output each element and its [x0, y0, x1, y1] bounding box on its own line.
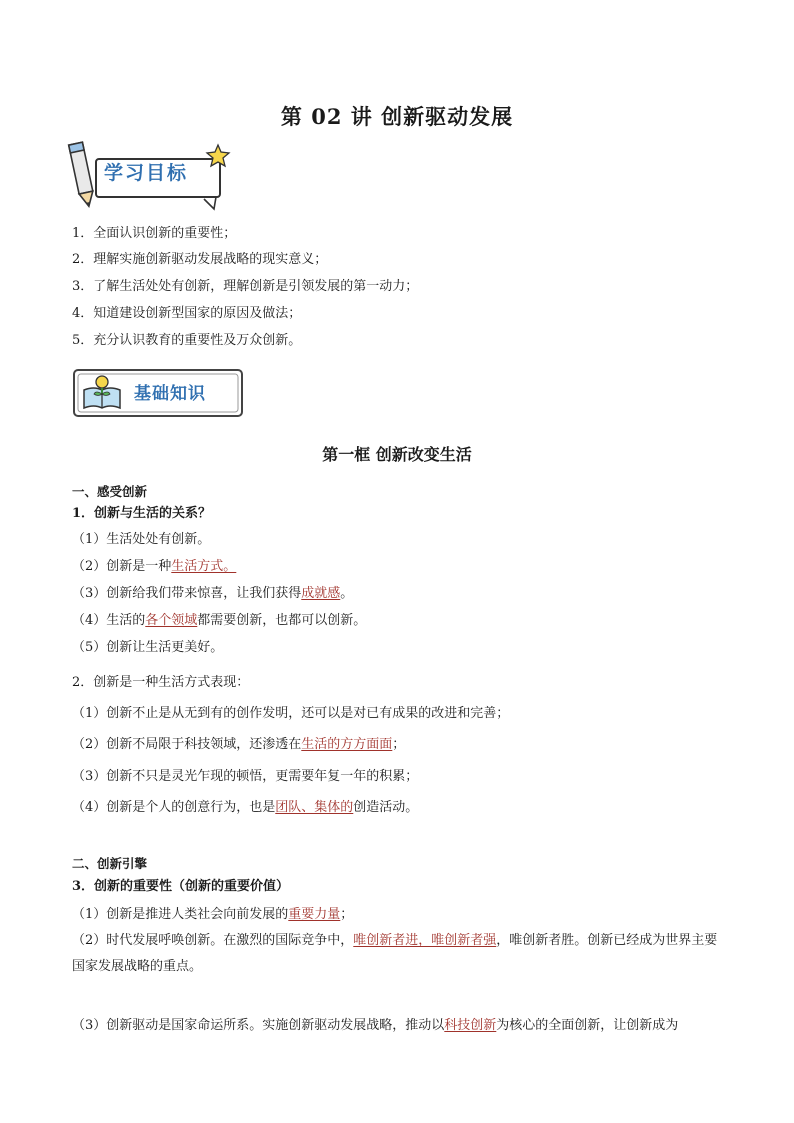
page-title: 第 02 讲 创新驱动发展: [280, 104, 514, 129]
question-heading: 3．创新的重要性（创新的重要价值）: [72, 879, 290, 894]
text-line: （2）创新不局限于科技领域，还渗透在生活的方方面面；: [72, 737, 406, 752]
highlight: 唯创新者进，唯创新者强: [353, 933, 497, 948]
highlight: 成就感: [301, 586, 341, 601]
part-heading: 一、感受创新: [72, 484, 148, 499]
text-line: （1）创新是推进人类社会向前发展的重要力量；: [72, 907, 354, 922]
learning-goals-label: 学习目标: [104, 162, 189, 184]
objective-item: 1．全面认识创新的重要性；: [72, 226, 237, 241]
objective-item: 4．知道建设创新型国家的原因及做法；: [72, 306, 302, 321]
section-title: 第一框 创新改变生活: [322, 445, 472, 464]
highlight: 科技创新: [444, 1018, 497, 1033]
text-line: （4）创新是个人的创意行为，也是团队、集体的创造活动。: [72, 800, 419, 815]
text-line: （1）生活处处有创新。: [72, 532, 211, 547]
question-heading: 1．创新与生活的关系？: [72, 506, 212, 521]
highlight: 团队、集体的: [275, 800, 354, 815]
objective-item: 3．了解生活处处有创新，理解创新是引领发展的第一动力；: [72, 279, 419, 294]
text-line: （3）创新驱动是国家命运所系。实施创新驱动发展战略，推动以科技创新为核心的全面创新，让创新成为: [72, 1018, 679, 1033]
objective-item: 2．理解实施创新驱动发展战略的现实意义；: [72, 252, 328, 267]
highlight: 生活方式。: [171, 559, 237, 574]
question-heading: 2．创新是一种生活方式表现：: [72, 675, 250, 690]
part-heading: 二、创新引擎: [72, 856, 148, 871]
text-line: （1）创新不止是从无到有的创作发明，还可以是对已有成果的改进和完善；: [72, 706, 510, 721]
basic-knowledge-label: 基础知识: [134, 384, 206, 404]
text-line: （2）创新是一种生活方式。: [72, 559, 237, 574]
text-line: （3）创新给我们带来惊喜，让我们获得成就感。: [72, 586, 354, 601]
highlight: 重要力量: [288, 907, 341, 922]
objective-item: 5．充分认识教育的重要性及万众创新。: [72, 333, 302, 348]
learning-goals-badge: [66, 139, 236, 213]
basic-knowledge-badge: [70, 368, 246, 420]
text-line: （4）生活的各个领域都需要创新，也都可以创新。: [72, 613, 367, 628]
text-line: （5）创新让生活更美好。: [72, 640, 224, 655]
text-line: （3）创新不只是灵光乍现的顿悟，更需要年复一年的积累；: [72, 769, 419, 784]
highlight: 生活的方方面面: [301, 737, 393, 752]
text-paragraph: （2）时代发展呼唤创新。在激烈的国际竞争中，唯创新者进，唯创新者强，唯创新者胜。创新已经成为世界主要国家发展战略的重点。: [72, 933, 718, 974]
highlight: 各个领域: [145, 613, 198, 628]
